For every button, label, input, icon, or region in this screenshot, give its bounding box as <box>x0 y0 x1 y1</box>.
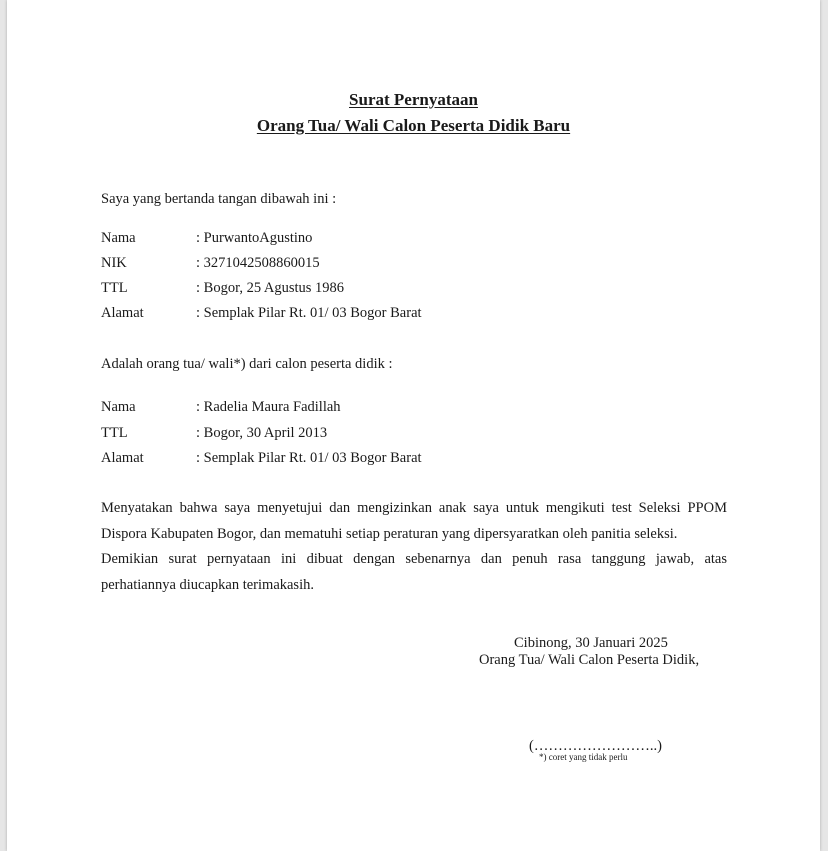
place-date: Cibinong, 30 Januari 2025 <box>514 635 668 651</box>
closing-line-2: perhatiannya diucapkan terimakasih. <box>101 577 314 593</box>
parent-ttl-label: TTL <box>101 280 128 296</box>
document-subtitle: Orang Tua/ Wali Calon Peserta Didik Baru <box>256 116 571 135</box>
parent-name-label: Nama <box>101 230 136 246</box>
document-title: Surat Pernyataan <box>349 90 478 109</box>
closing-line-1: Demikian surat pernyataan ini dibuat dengan sebenarnya dan penuh rasa tanggung jawab, atas <box>101 551 727 567</box>
parent-name-value: : PurwantoAgustino <box>196 230 313 246</box>
parent-address-label: Alamat <box>101 305 144 321</box>
child-ttl-value: : Bogor, 30 April 2013 <box>196 425 328 441</box>
parent-address-value: : Semplak Pilar Rt. 01/ 03 Bogor Barat <box>196 305 422 321</box>
child-ttl-label: TTL <box>101 425 128 441</box>
statement-line-1: Menyatakan bahwa saya menyetujui dan mengizinkan anak saya untuk mengikuti test Seleksi PPOM <box>101 500 727 516</box>
statement-line-2: Dispora Kabupaten Bogor, dan mematuhi setiap peraturan yang dipersyaratkan oleh panitia seleksi. <box>101 526 678 542</box>
parent-nik-label: NIK <box>101 255 127 271</box>
child-address-label: Alamat <box>101 450 144 466</box>
intro-text: Saya yang bertanda tangan dibawah ini : <box>101 191 337 207</box>
child-intro-text: Adalah orang tua/ wali*) dari calon peserta didik : <box>101 356 393 372</box>
parent-nik-value: : 3271042508860015 <box>196 255 320 271</box>
child-name-label: Nama <box>101 399 136 415</box>
parent-ttl-value: : Bogor, 25 Agustus 1986 <box>196 280 345 296</box>
signer-role: Orang Tua/ Wali Calon Peserta Didik, <box>479 652 700 668</box>
child-address-value: : Semplak Pilar Rt. 01/ 03 Bogor Barat <box>196 450 422 466</box>
document-page <box>7 0 820 851</box>
signature-blank: (……………………..) <box>529 738 662 754</box>
child-name-value: : Radelia Maura Fadillah <box>196 399 341 415</box>
footnote: *) coret yang tidak perlu <box>539 752 628 762</box>
